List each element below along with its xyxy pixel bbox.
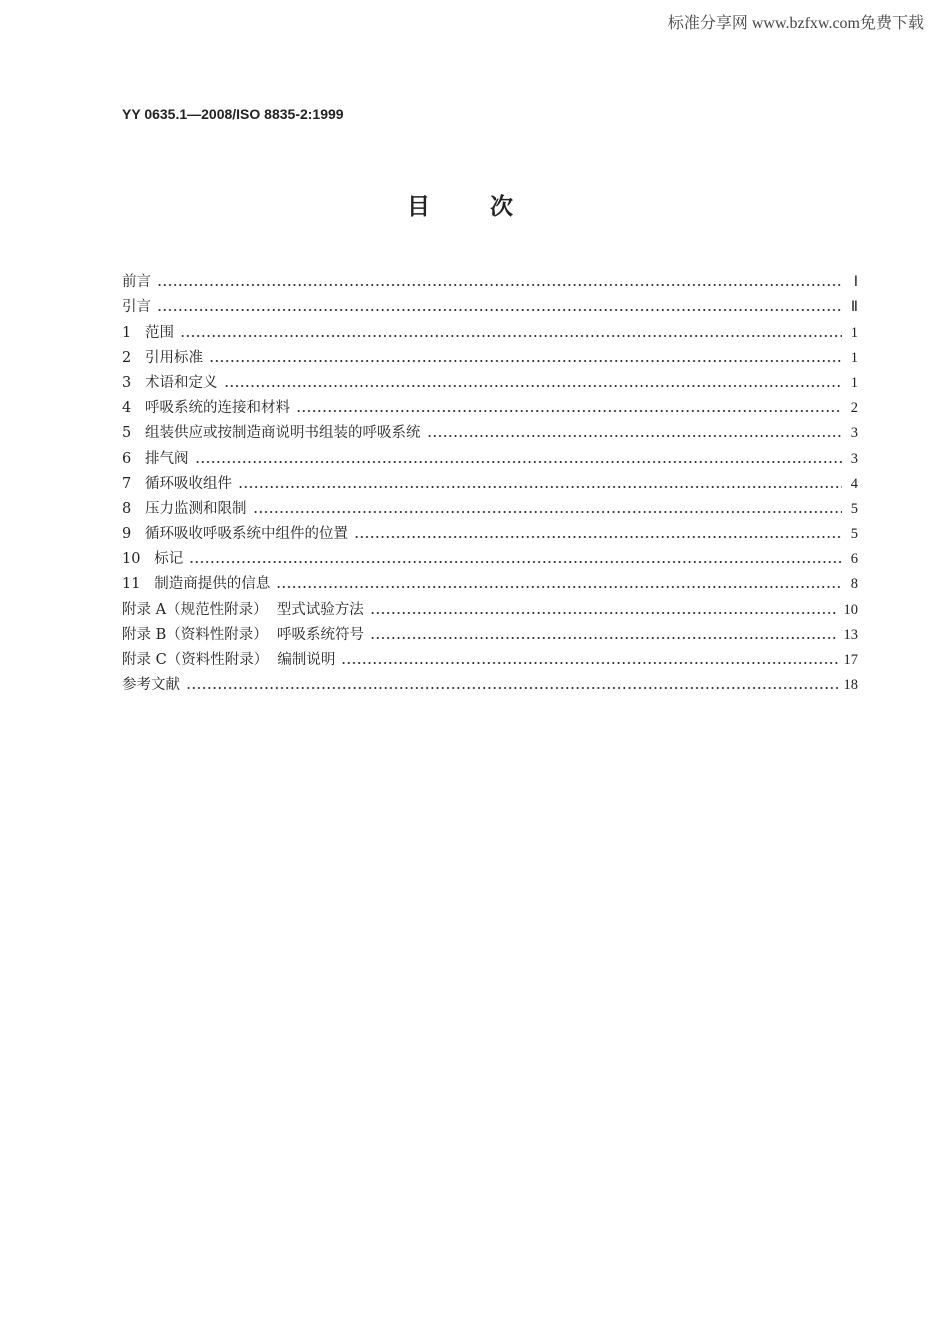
dot-leader <box>209 349 842 363</box>
toc-entry-label: 5 组装供应或按制造商说明书组装的呼吸系统 <box>122 425 421 442</box>
toc-entry[interactable] <box>122 543 858 568</box>
watermark-text: 标准分享网 www.bzfxw.com免费下载 <box>667 15 924 32</box>
toc-entry[interactable] <box>122 266 858 291</box>
dot-leader <box>370 626 838 640</box>
toc-entry-label: 7 循环吸收组件 <box>122 475 233 492</box>
toc-entry-page: Ⅰ <box>853 274 858 291</box>
toc-entry-page: 4 <box>850 475 858 492</box>
toc-entry-page: 13 <box>843 626 858 643</box>
toc-entry-label: 11 制造商提供的信息 <box>122 576 271 593</box>
toc-entry-label: 前言 <box>122 274 151 291</box>
dot-leader <box>238 475 842 489</box>
dot-leader <box>195 450 842 464</box>
toc-entry-page: 18 <box>843 677 858 694</box>
dot-leader <box>157 298 842 312</box>
dot-leader <box>186 676 838 690</box>
dot-leader <box>224 374 842 388</box>
dot-leader <box>157 273 842 287</box>
toc-entry-label: 附录 B（资料性附录） 呼吸系统符号 <box>122 626 364 643</box>
dot-leader <box>180 324 842 338</box>
toc-entry-page: 6 <box>850 551 858 568</box>
toc-entry[interactable] <box>122 493 858 518</box>
dot-leader <box>427 424 842 438</box>
toc-entry-page: 1 <box>850 374 858 391</box>
toc-entry-label: 附录 A（规范性附录） 型式试验方法 <box>122 601 364 618</box>
toc-entry-label: 1 范围 <box>122 324 175 341</box>
dot-leader <box>296 399 842 413</box>
table-of-contents <box>122 266 858 694</box>
dot-leader <box>354 525 842 539</box>
toc-entry-page: 1 <box>850 349 858 366</box>
toc-entry-label: 4 呼吸系统的连接和材料 <box>122 400 291 417</box>
toc-entry-page: 2 <box>850 400 858 417</box>
toc-entry-page: Ⅱ <box>850 299 858 316</box>
toc-entry-page: 3 <box>850 425 858 442</box>
toc-entry-page: 1 <box>850 324 858 341</box>
toc-entry[interactable] <box>122 593 858 618</box>
toc-entry-label: 附录 C（资料性附录） 编制说明 <box>122 652 336 668</box>
toc-entry-label: 参考文献 <box>122 677 180 694</box>
toc-entry-page: 10 <box>843 601 858 618</box>
dot-leader <box>189 550 842 564</box>
toc-entry-label: 10 标记 <box>122 551 184 568</box>
standard-number: YY 0635.1—2008/ISO 8835-2:1999 <box>122 106 344 122</box>
toc-entry[interactable] <box>122 342 858 367</box>
dot-leader <box>341 651 837 665</box>
toc-entry-page: 5 <box>850 500 858 517</box>
dot-leader <box>370 601 838 615</box>
toc-entry-label: 6 排气阀 <box>122 450 189 467</box>
toc-entry-label: 8 压力监测和限制 <box>122 500 247 517</box>
toc-entry[interactable] <box>122 291 858 316</box>
toc-entry[interactable] <box>122 367 858 392</box>
toc-entry[interactable] <box>122 392 858 417</box>
toc-entry[interactable] <box>122 417 858 442</box>
toc-entry[interactable] <box>122 568 858 593</box>
dot-leader <box>253 500 842 514</box>
toc-entry-label: 引言 <box>122 299 151 316</box>
toc-entry[interactable] <box>122 619 858 644</box>
toc-entry-page: 8 <box>850 576 858 593</box>
toc-entry[interactable] <box>122 518 858 543</box>
toc-entry[interactable] <box>122 669 858 694</box>
toc-entry[interactable] <box>122 644 858 669</box>
toc-entry[interactable] <box>122 468 858 493</box>
dot-leader <box>276 575 842 589</box>
toc-entry-label: 3 术语和定义 <box>122 374 218 391</box>
toc-entry-label: 9 循环吸收呼吸系统中组件的位置 <box>122 526 349 543</box>
toc-entry-page: 17 <box>843 652 858 668</box>
toc-entry[interactable] <box>122 316 858 341</box>
toc-entry-page: 3 <box>850 450 858 467</box>
toc-entry-page: 5 <box>850 526 858 543</box>
page-title: 目次 <box>407 194 573 220</box>
toc-entry[interactable] <box>122 442 858 467</box>
toc-entry-label: 2 引用标准 <box>122 349 204 366</box>
